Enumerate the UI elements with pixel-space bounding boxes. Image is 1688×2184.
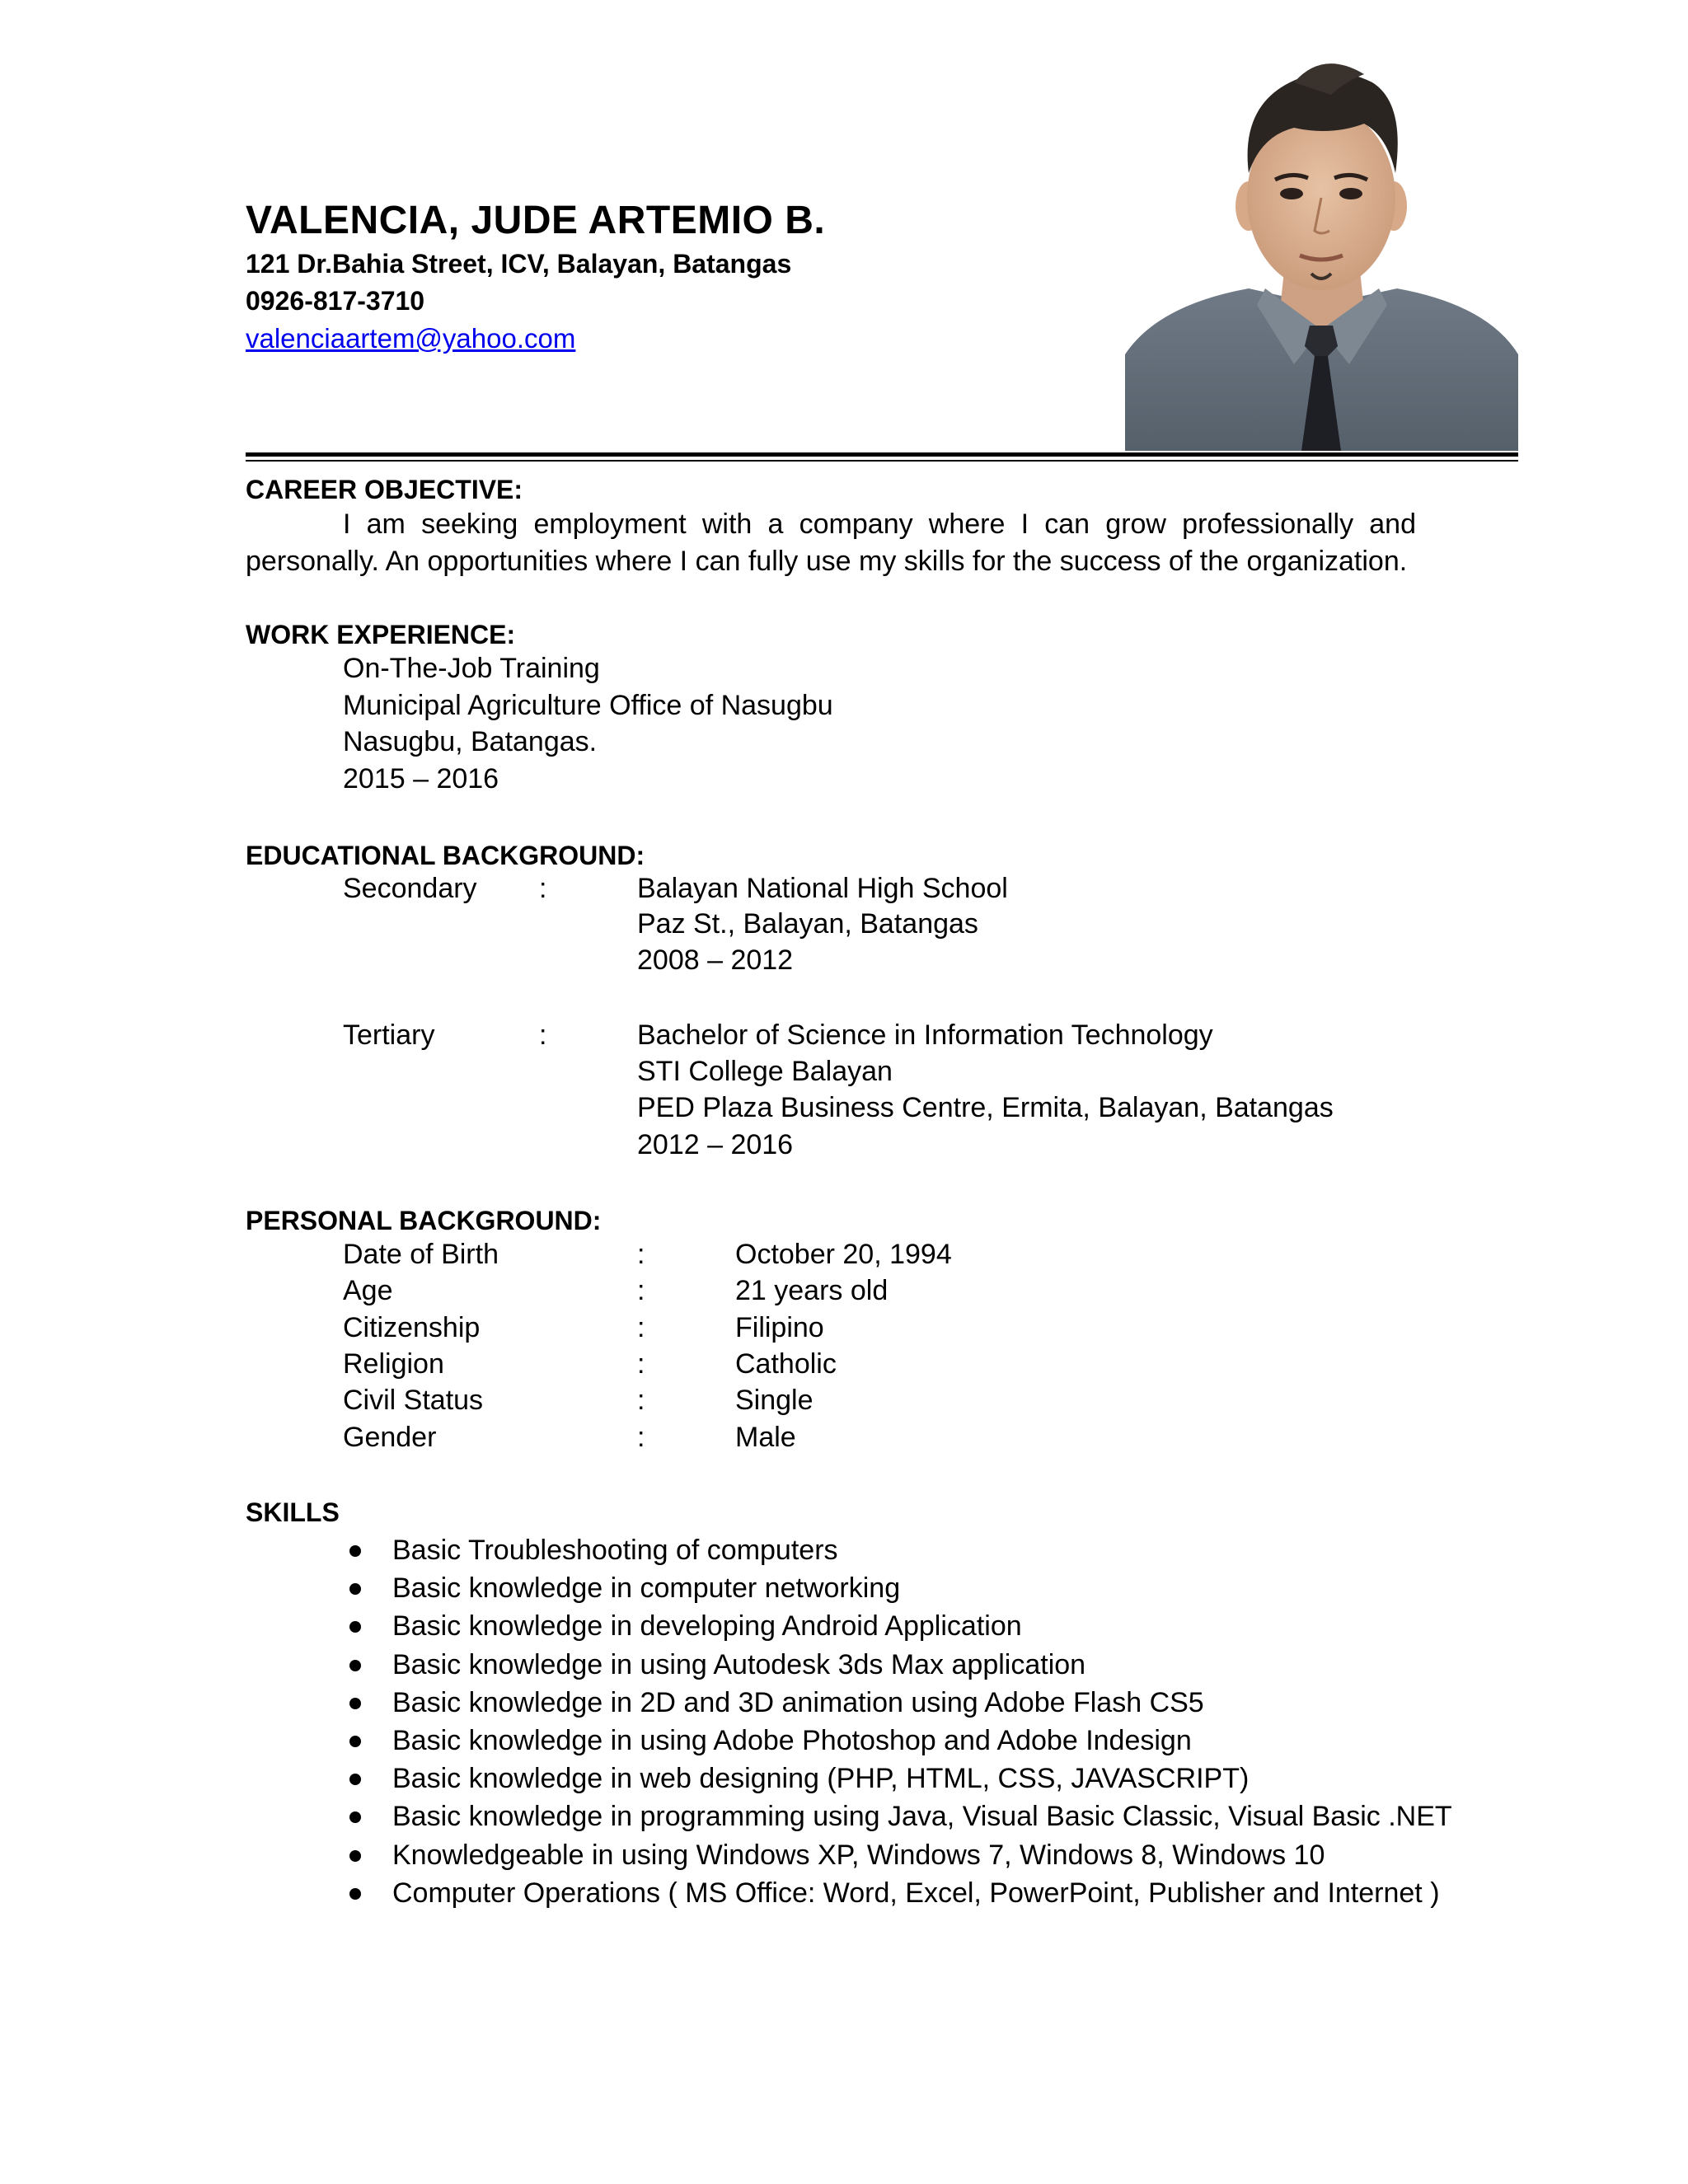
personal-label: Citizenship xyxy=(343,1312,481,1343)
bullet-icon xyxy=(349,1621,361,1633)
personal-separator: : xyxy=(637,1312,645,1343)
bullet-icon xyxy=(349,1774,361,1785)
personal-separator: : xyxy=(637,1422,645,1453)
career-objective-text xyxy=(246,506,1416,580)
section-heading-work-experience: WORK EXPERIENCE: xyxy=(246,620,516,649)
personal-separator: : xyxy=(637,1385,645,1416)
education-separator: : xyxy=(539,873,547,904)
education-school-line: 2008 – 2012 xyxy=(637,944,794,976)
skill-item: Basic knowledge in web designing (PHP, HTML, CSS, JAVASCRIPT) xyxy=(346,1760,1452,1797)
education-school-line: 2012 – 2016 xyxy=(637,1129,794,1160)
personal-label: Gender xyxy=(343,1422,437,1453)
skill-item: Basic knowledge in developing Android Application xyxy=(346,1607,1452,1645)
email-link[interactable]: valenciaartem@yahoo.com xyxy=(246,323,576,354)
personal-value: October 20, 1994 xyxy=(735,1239,952,1270)
education-school-line: PED Plaza Business Centre, Ermita, Balayan, Batangas xyxy=(637,1092,1334,1123)
work-experience-line: Nasugbu, Batangas. xyxy=(343,726,598,757)
skill-item: Computer Operations ( MS Office: Word, Excel, PowerPoint, Publisher and Internet ) xyxy=(346,1874,1452,1912)
education-school-line: STI College Balayan xyxy=(637,1056,893,1087)
personal-label: Religion xyxy=(343,1348,444,1380)
bullet-icon xyxy=(349,1888,361,1900)
personal-label: Date of Birth xyxy=(343,1239,499,1270)
personal-value: Male xyxy=(735,1422,796,1453)
bullet-icon xyxy=(349,1583,361,1595)
career-objective-line-2: personally. An opportunities where I can fully use my skills for the success of the organization. xyxy=(246,546,1408,577)
bullet-icon xyxy=(349,1736,361,1747)
personal-separator: : xyxy=(637,1348,645,1380)
skills-list xyxy=(346,1531,1452,1912)
section-heading-education: EDUCATIONAL BACKGROUND: xyxy=(246,841,645,870)
education-level-tertiary: Tertiary xyxy=(343,1019,435,1051)
portrait-photo-icon xyxy=(1125,58,1518,451)
education-school-line: Bachelor of Science in Information Technology xyxy=(637,1019,1213,1051)
skill-item: Basic Troubleshooting of computers xyxy=(346,1531,1452,1569)
bullet-icon xyxy=(349,1698,361,1709)
phone-number: 0926-817-3710 xyxy=(246,286,425,316)
bullet-icon xyxy=(349,1660,361,1671)
section-heading-personal: PERSONAL BACKGROUND: xyxy=(246,1206,602,1235)
personal-value: Filipino xyxy=(735,1312,824,1343)
bullet-icon xyxy=(349,1850,361,1862)
address: 121 Dr.Bahia Street, ICV, Balayan, Batangas xyxy=(246,249,792,279)
skill-item: Basic knowledge in 2D and 3D animation using Adobe Flash CS5 xyxy=(346,1684,1452,1722)
skill-item: Basic knowledge in computer networking xyxy=(346,1569,1452,1607)
education-school-line: Balayan National High School xyxy=(637,873,1008,904)
personal-label: Civil Status xyxy=(343,1385,484,1416)
personal-value: Single xyxy=(735,1385,814,1416)
personal-separator: : xyxy=(637,1239,645,1270)
work-experience-line: Municipal Agriculture Office of Nasugbu xyxy=(343,690,833,721)
personal-value: Catholic xyxy=(735,1348,837,1380)
personal-label: Age xyxy=(343,1275,393,1306)
section-heading-career-objective: CAREER OBJECTIVE: xyxy=(246,475,523,504)
bullet-icon xyxy=(349,1545,361,1557)
applicant-name: VALENCIA, JUDE ARTEMIO B. xyxy=(246,199,826,242)
section-heading-skills: SKILLS xyxy=(246,1497,340,1527)
education-separator: : xyxy=(539,1019,547,1051)
work-experience-line: 2015 – 2016 xyxy=(343,763,499,794)
header-divider-thick xyxy=(246,452,1518,457)
personal-separator: : xyxy=(637,1275,645,1306)
education-school-line: Paz St., Balayan, Batangas xyxy=(637,908,978,940)
header-divider-thin xyxy=(246,460,1518,462)
work-experience-line: On-The-Job Training xyxy=(343,653,600,684)
skill-item: Knowledgeable in using Windows XP, Windows 7, Windows 8, Windows 10 xyxy=(346,1836,1452,1874)
personal-value: 21 years old xyxy=(735,1275,889,1306)
skill-item: Basic knowledge in programming using Java, Visual Basic Classic, Visual Basic .NET xyxy=(346,1797,1452,1835)
skill-item: Basic knowledge in using Autodesk 3ds Max application xyxy=(346,1646,1452,1684)
education-level-secondary: Secondary xyxy=(343,873,477,904)
career-objective-line-1: I am seeking employment with a company where I can grow professionally and xyxy=(343,509,1416,540)
skill-item: Basic knowledge in using Adobe Photoshop and Adobe Indesign xyxy=(346,1722,1452,1760)
bullet-icon xyxy=(349,1811,361,1823)
